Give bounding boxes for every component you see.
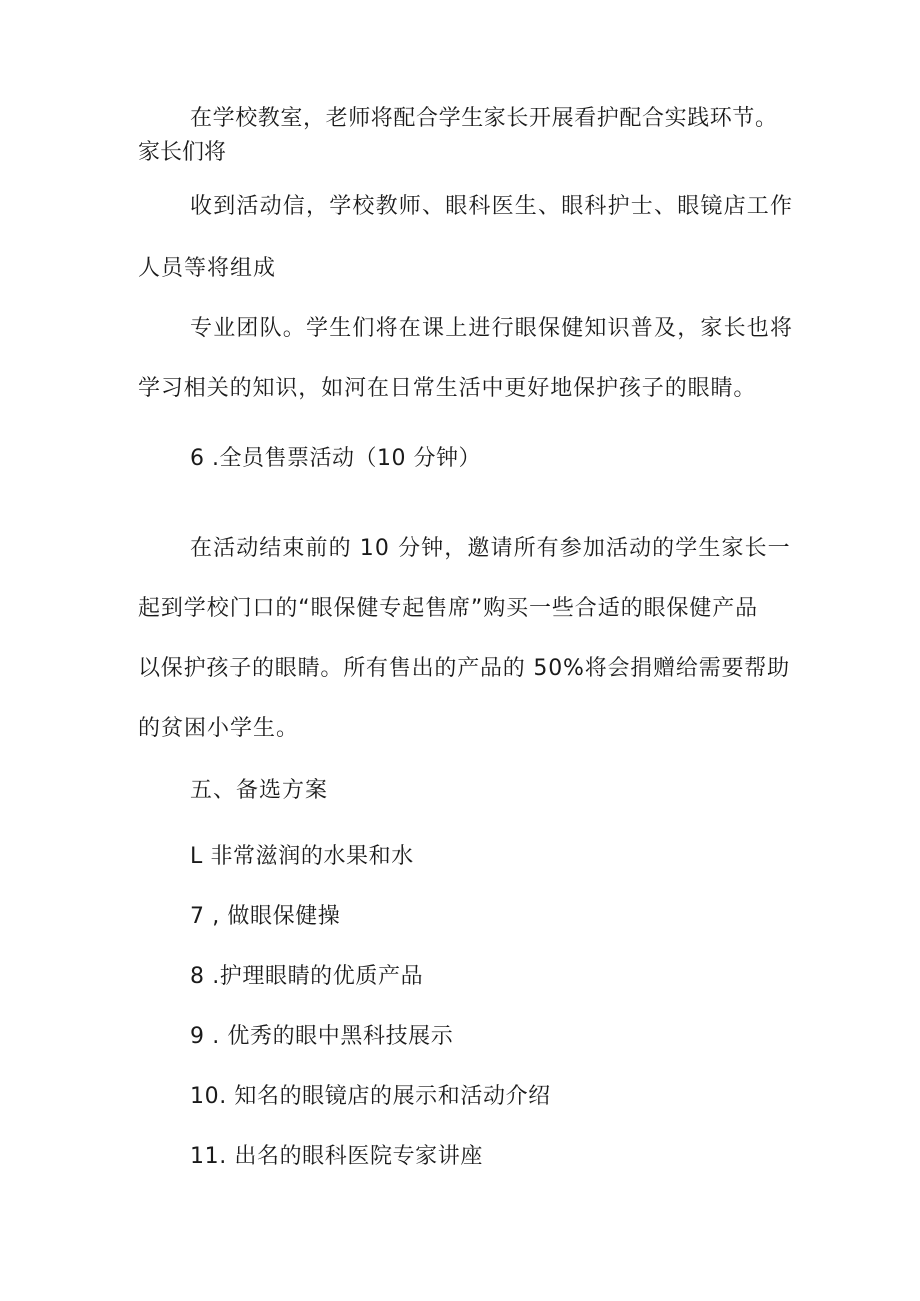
paragraph-line: 专业团队。学生们将在课上进行眼保健知识普及，家长也将 [190, 316, 794, 341]
paragraph-line: 在活动结束前的 10 分钟，邀请所有参加活动的学生家长一 [190, 536, 791, 561]
paragraph-line: 收到活动信，学校教师、眼科医生、眼科护士、眼镜店工作 [190, 194, 794, 219]
paragraph-line: 家长们将 [138, 140, 227, 165]
list-item: 7 , 做眼保健操 [190, 904, 341, 929]
paragraph-line: 的贫困小学生。 [138, 716, 300, 741]
paragraph-line: 学习相关的知识，如河在日常生活中更好地保护孩子的眼睛。 [138, 376, 757, 401]
list-item: 10. 知名的眼镜店的展示和活动介绍 [190, 1084, 551, 1109]
paragraph-line: 在学校教室，老师将配合学生家长开展看护配合实践环节。 [190, 106, 778, 131]
list-item: 11. 出名的眼科医院专家讲座 [190, 1144, 483, 1169]
list-item: 8 .护理眼睛的优质产品 [190, 964, 424, 989]
paragraph-line: 以保护孩子的眼睛。所有售出的产品的 50%将会捐赠给需要帮助 [138, 656, 790, 681]
list-item-heading: 6 .全员售票活动（10 分钟） [190, 446, 481, 471]
section-heading: 五、备选方案 [190, 778, 329, 803]
paragraph-line: 起到学校门口的“眼保健专起售席”购买一些合适的眼保健产品 [138, 596, 758, 621]
paragraph-line: 人员等将组成 [138, 256, 277, 281]
list-item: L 非常滋润的水果和水 [190, 844, 414, 869]
list-item: 9 . 优秀的眼中黑科技展示 [190, 1024, 454, 1049]
